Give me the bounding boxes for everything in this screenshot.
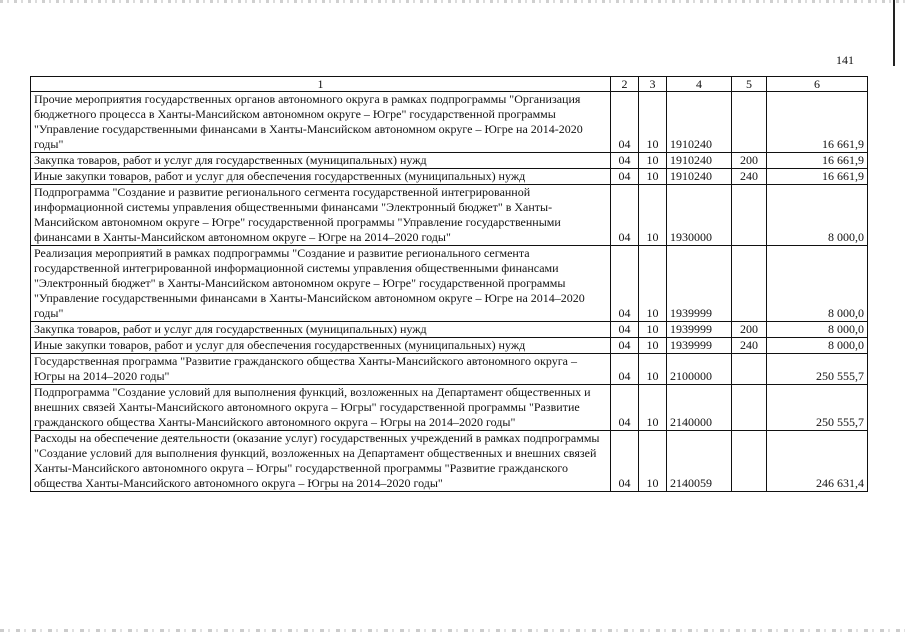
- expense-type-code: [732, 246, 767, 322]
- section-code: 04: [611, 354, 639, 385]
- expense-type-code: [732, 92, 767, 153]
- subsection-code: 10: [639, 385, 667, 431]
- table-row: [31, 169, 868, 185]
- expense-type-code: 240: [732, 169, 767, 185]
- scan-artifact-bottom: [0, 629, 905, 632]
- amount: 8 000,0: [767, 322, 868, 338]
- amount: 16 661,9: [767, 169, 868, 185]
- expense-type-code: [732, 431, 767, 492]
- table-row: [31, 185, 868, 246]
- amount: 16 661,9: [767, 92, 868, 153]
- row-name: Закупка товаров, работ и услуг для государственных (муниципальных) нужд: [31, 322, 611, 338]
- section-code: 04: [611, 431, 639, 492]
- table-row: [31, 246, 868, 322]
- target-code: 1910240: [667, 153, 732, 169]
- target-code: 1939999: [667, 338, 732, 354]
- column-number-row: [31, 77, 868, 92]
- table-row: [31, 338, 868, 354]
- table-row: [31, 431, 868, 492]
- row-name: Закупка товаров, работ и услуг для государственных (муниципальных) нужд: [31, 153, 611, 169]
- section-code: 04: [611, 153, 639, 169]
- row-name: Расходы на обеспечение деятельности (оказание услуг) государственных учреждений в рамках подпрограммы "Создание условий для выполнения функций, возложенных на Департамент общественных и внешних связей Ханты-Мансийского автономного округа – Югры" государственной программы "Развитие гражданского общества Ханты-Мансийского автономного округа – Югры на 2014–2020 годы": [31, 431, 611, 492]
- subsection-code: 10: [639, 431, 667, 492]
- expense-type-code: 240: [732, 338, 767, 354]
- amount: 8 000,0: [767, 185, 868, 246]
- amount: 8 000,0: [767, 246, 868, 322]
- scan-artifact-right-edge: [893, 0, 895, 66]
- table-row: [31, 385, 868, 431]
- target-code: 2140059: [667, 431, 732, 492]
- row-name: Иные закупки товаров, работ и услуг для обеспечения государственных (муниципальных) нужд: [31, 169, 611, 185]
- section-code: 04: [611, 185, 639, 246]
- target-code: 2140000: [667, 385, 732, 431]
- subsection-code: 10: [639, 153, 667, 169]
- target-code: 1910240: [667, 169, 732, 185]
- target-code: 2100000: [667, 354, 732, 385]
- section-code: 04: [611, 92, 639, 153]
- table-row: [31, 322, 868, 338]
- row-name: Государственная программа "Развитие гражданского общества Ханты-Мансийского автономного округа – Югры на 2014–2020 годы": [31, 354, 611, 385]
- target-code: 1910240: [667, 92, 732, 153]
- subsection-code: 10: [639, 246, 667, 322]
- subsection-code: 10: [639, 169, 667, 185]
- budget-table: [30, 76, 868, 492]
- expense-type-code: [732, 354, 767, 385]
- column-number: 2: [611, 77, 639, 92]
- row-name: Реализация мероприятий в рамках подпрограммы "Создание и развитие регионального сегмента государственной интегрированной информационной системы управления общественными финансами "Электронный бюджет" в Ханты-Мансийском автономном округе – Югре" государственной программы "Управление государственными финансами в Ханты-Мансийском автономном округе – Югре на 2014–2020 годы": [31, 246, 611, 322]
- section-code: 04: [611, 169, 639, 185]
- page-number: 141: [836, 53, 854, 67]
- section-code: 04: [611, 338, 639, 354]
- column-number: 4: [667, 77, 732, 92]
- expense-type-code: 200: [732, 322, 767, 338]
- expense-type-code: [732, 185, 767, 246]
- amount: 250 555,7: [767, 354, 868, 385]
- amount: 246 631,4: [767, 431, 868, 492]
- column-number: 6: [767, 77, 868, 92]
- column-number: 5: [732, 77, 767, 92]
- target-code: 1930000: [667, 185, 732, 246]
- target-code: 1939999: [667, 246, 732, 322]
- subsection-code: 10: [639, 185, 667, 246]
- amount: 16 661,9: [767, 153, 868, 169]
- section-code: 04: [611, 246, 639, 322]
- column-number: 1: [31, 77, 611, 92]
- row-name: Подпрограмма "Создание условий для выполнения функций, возложенных на Департамент общественных и внешних связей Ханты-Мансийского автономного округа – Югры" государственной программы "Развитие гражданского общества Ханты-Мансийского автономного округа – Югры на 2014–2020 годы": [31, 385, 611, 431]
- subsection-code: 10: [639, 354, 667, 385]
- expense-type-code: [732, 385, 767, 431]
- expense-type-code: 200: [732, 153, 767, 169]
- subsection-code: 10: [639, 322, 667, 338]
- subsection-code: 10: [639, 338, 667, 354]
- row-name: Иные закупки товаров, работ и услуг для обеспечения государственных (муниципальных) нужд: [31, 338, 611, 354]
- table-row: [31, 153, 868, 169]
- row-name: Подпрограмма "Создание и развитие регионального сегмента государственной интегрированной информационной системы управления общественными финансами "Электронный бюджет" в Ханты-Мансийском автономном округе – Югре" государственной программы "Управление государственными финансами в Ханты-Мансийском автономном округе – Югре на 2014–2020 годы": [31, 185, 611, 246]
- subsection-code: 10: [639, 92, 667, 153]
- scan-artifact-top: [0, 0, 905, 3]
- target-code: 1939999: [667, 322, 732, 338]
- section-code: 04: [611, 322, 639, 338]
- amount: 8 000,0: [767, 338, 868, 354]
- column-number: 3: [639, 77, 667, 92]
- section-code: 04: [611, 385, 639, 431]
- table-row: [31, 354, 868, 385]
- row-name: Прочие мероприятия государственных органов автономного округа в рамках подпрограммы "Организация бюджетного процесса в Ханты-Мансийском автономном округе – Югре" государственной программы "Управление государственными финансами в Ханты-Мансийском автономном округе – Югре на 2014-2020 годы": [31, 92, 611, 153]
- amount: 250 555,7: [767, 385, 868, 431]
- table-row: [31, 92, 868, 153]
